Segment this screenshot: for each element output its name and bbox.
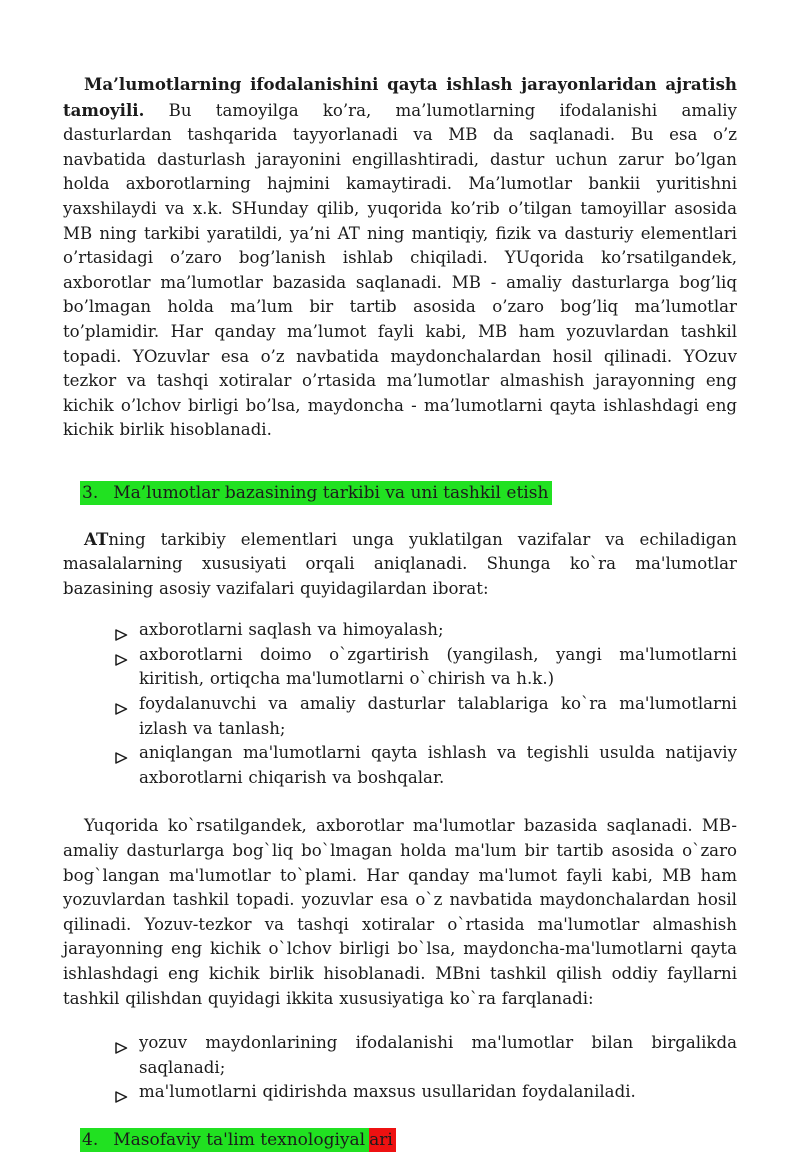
list-item xyxy=(115,1080,737,1105)
arrowhead-bullet-icon xyxy=(115,1037,128,1049)
list-item-text: yozuv maydonlarining ifodalanishi ma'lumotlar bilan birgalikda saqlanadi; xyxy=(139,1033,737,1077)
paragraph-2-bold-lead: AT xyxy=(84,528,109,549)
list-item xyxy=(115,643,737,692)
arrowhead-bullet-icon xyxy=(115,1086,128,1098)
section-heading-3 xyxy=(80,481,737,506)
list-item xyxy=(115,741,737,790)
paragraph-2 xyxy=(63,527,737,602)
db-tasks-list xyxy=(115,618,737,790)
heading-4-number: 4. xyxy=(82,1129,99,1150)
arrowhead-bullet-icon xyxy=(115,624,128,636)
list-item xyxy=(115,1031,737,1080)
arrowhead-bullet-icon xyxy=(115,747,128,759)
paragraph-2-body: ning tarkibiy elementlari unga yuklatilgan vazifalar va echiladigan masalalarning xususiyati orqali aniqlanadi. Shunga ko`ra ma'lumotlar bazasining asosiy vazifalari quyidagilardan iborat: xyxy=(63,529,737,598)
list-item-text: axborotlarni doimo o`zgartirish (yangilash, yangi ma'lumotlarni kiritish, ortiqcha ma'lumotlarni o`chirish va h.k.) xyxy=(139,644,737,689)
list-item-text: ma'lumotlarni qidirishda maxsus usullaridan foydalaniladi. xyxy=(139,1082,636,1102)
heading-4-highlight-red: ari xyxy=(369,1128,396,1152)
paragraph-1-bold-lead: Ma’lumotlarning ifodalanishini qayta ishlash jarayonlaridan ajratish tamoyili. xyxy=(63,74,737,120)
list-item-text: axborotlarni saqlash va himoyalash; xyxy=(139,620,444,640)
list-item xyxy=(115,618,737,643)
heading-4-highlight-green xyxy=(80,1128,369,1152)
section-heading-4 xyxy=(80,1128,737,1153)
arrowhead-bullet-icon xyxy=(115,649,128,661)
heading-3-number: 3. xyxy=(82,482,99,503)
list-item xyxy=(115,692,737,741)
heading-3-text: Ma’lumotlar bazasining tarkibi va uni tashkil etish xyxy=(113,482,549,503)
arrowhead-bullet-icon xyxy=(115,698,128,710)
paragraph-3: Yuqorida ko`rsatilgandek, axborotlar ma'lumotlar bazasida saqlanadi. MB-amaliy dasturlarga bog`liq bo`lmagan holda ma'lum bir tartib asosida o`zaro bog`langan ma'lumotlar to`plami. Har qanday ma'lumot fayli kabi, MB ham yozuvlardan tashkil topadi. yozuvlar esa o`z navbatida maydonchalardan hosil qilinadi. Yozuv-tezkor va tashqi xotiralar o`rtasida ma'lumotlar almashish jarayonning eng kichik o`lchov birligi bo`lsa, maydoncha-ma'lumotlarni qayta ishlashdagi eng kichik birlik hisoblanadi. MBni tashkil qilish oddiy fayllarni tashkil qilishdan quyidagi ikkita xususiyatiga ko`ra farqlanadi: xyxy=(63,816,737,1008)
paragraph-1 xyxy=(63,72,737,443)
heading-3-highlight xyxy=(80,481,552,505)
list-item-text: aniqlangan ma'lumotlarni qayta ishlash va tegishli usulda natijaviy axborotlarni chiqarish va boshqalar. xyxy=(139,743,737,787)
db-features-list xyxy=(115,1031,737,1105)
list-item-text: foydalanuvchi va amaliy dasturlar talablariga ko`ra ma'lumotlarni izlash va tanlash; xyxy=(139,694,737,738)
paragraph-1-body: Bu tamoyilga ko’ra, ma’lumotlarning ifodalanishi amaliy dasturlardan tashqarida tayyorlanadi va MB da saqlanadi. Bu esa o’z navbatida dasturlash jarayonini engillashtiradi, dastur uchun zarur bo’lgan holda axborotlarning hajmini kamaytiradi. Ma’lumotlar bankii yuritishni yaxshilaydi va x.k. SHunday qilib, yuqorida ko’rib o’tilgan tamoyillar asosida MB ning tarkibi yaratildi, ya’ni AT ning mantiqiy, fizik va dasturiy elementlari o’rtasidagi o’zaro bog’lanish ishlab chiqiladi. YUqorida ko’rsatilgandek, axborotlar ma’lumotlar bazasida saqlanadi. MB - amaliy dasturlarga bog’liq bo’lmagan holda ma’lum bir tartib asosida o’zaro bog’liq ma’lumotlar to’plamidir. Har qanday ma’lumot fayli kabi, MB ham yozuvlardan tashkil topadi. YOzuvlar esa o’z navbatida maydonchalardan hosil qilinadi. YOzuv tezkor va tashqi xotiralar o’rtasida ma’lumotlar almashish jarayonning eng kichik o’lchov birligi bo’lsa, maydoncha - ma’lumotlarni qayta ishlashdagi eng kichik birlik hisoblanadi. xyxy=(63,100,737,440)
heading-4-text-green: Masofaviy ta'lim texnologiyal xyxy=(113,1129,366,1150)
